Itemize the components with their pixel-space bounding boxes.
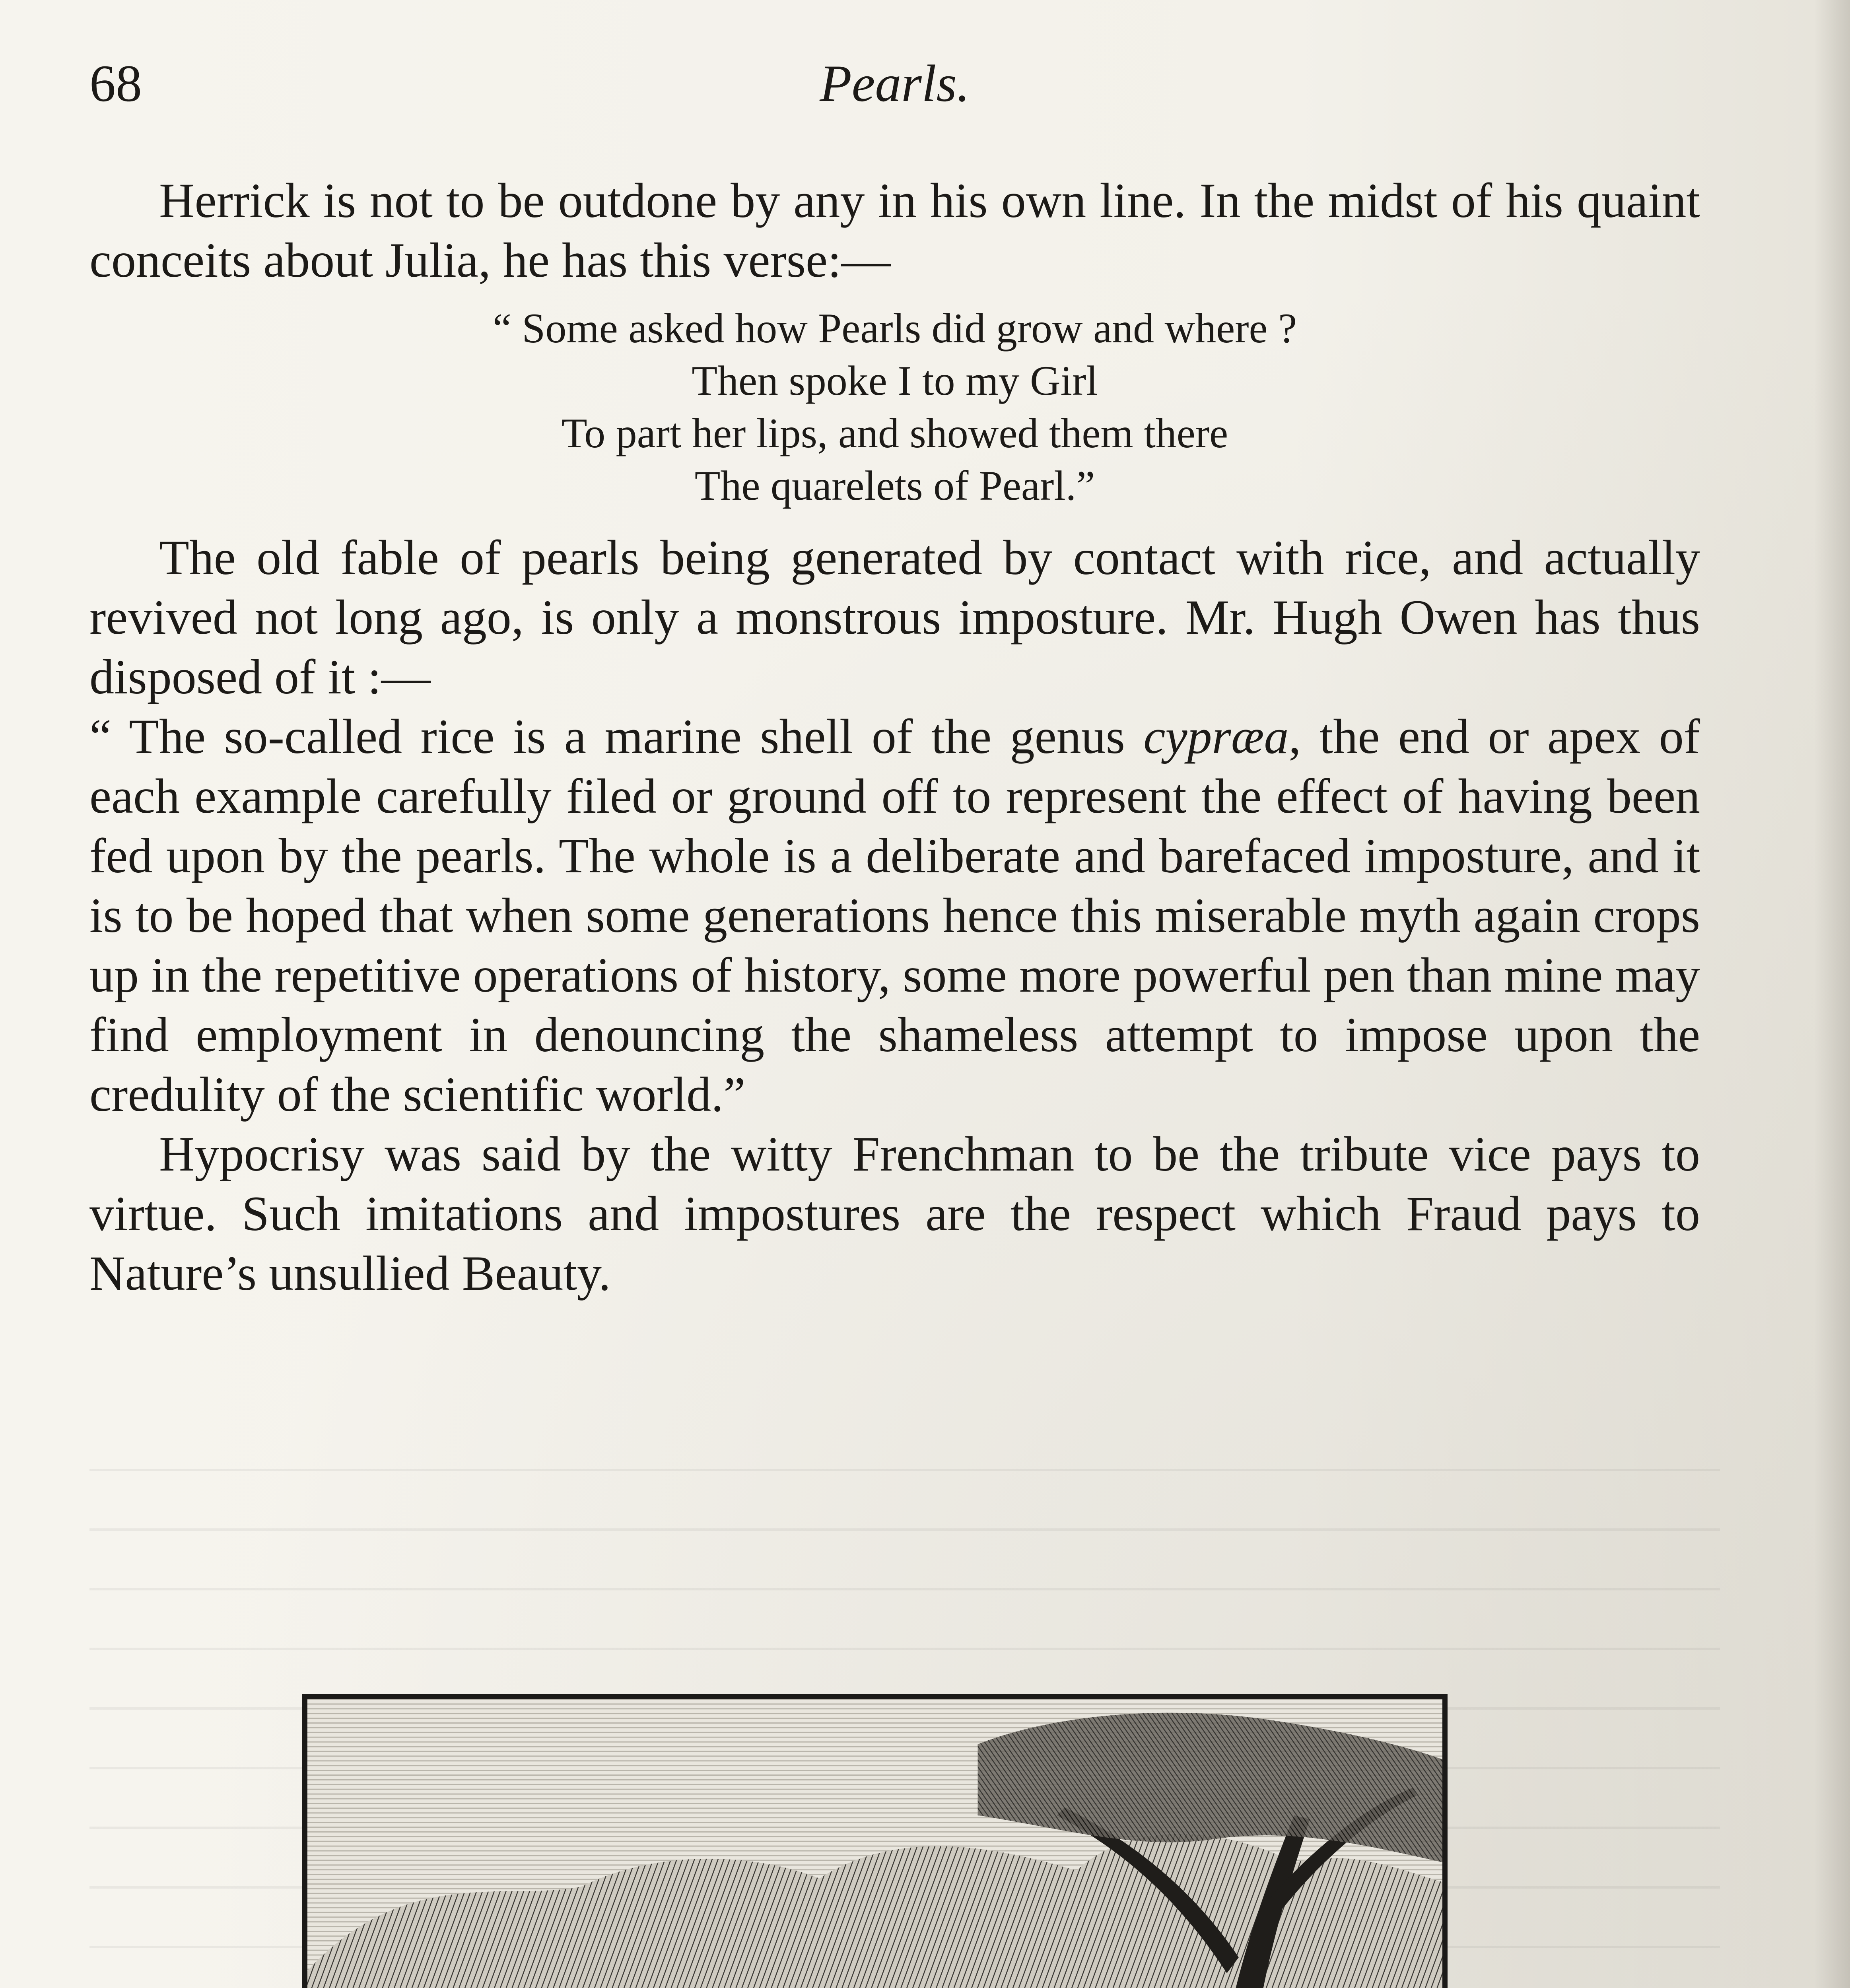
verse-line-2: Then spoke I to my Girl [692,357,1098,404]
quote-text-start: “ The so-called rice is a marine shell of the genus [89,709,1144,764]
running-title: Pearls. [820,54,970,113]
page-header [89,48,1700,119]
genus-name: cypræa [1143,709,1289,764]
herrick-verse [89,302,1700,512]
page-number: 68 [89,54,142,113]
verse-line-3: To part her lips, and showed them there [561,410,1228,456]
paragraph-hypocrisy: Hypocrisy was said by the witty Frenchman to be the tribute vice pays to virtue. Such imitations and impostures are the respect which Fraud pays to Nature’s unsullied Beauty. [89,1127,1700,1301]
page-edge-shadow [1814,0,1850,1988]
engraving-illustration [305,1697,1444,1988]
engraving-river-scene [302,1694,1448,1988]
body-text [89,171,1700,1303]
paragraph-rice-fable: The old fable of pearls being generated by contact with rice, and actually revived not long ago, is only a monstrous imposture. Mr. Hugh Owen has thus disposed of it :— [89,530,1700,704]
verse-line-4: The quarelets of Pearl.” [694,462,1095,509]
verse-line-1: “ Some asked how Pearls did grow and where ? [492,305,1297,351]
quote-text-end: , the end or apex of each example carefully filed or ground off to represent the effect of having been fed upon by the pearls. The whole is a deliberate and barefaced imposture, and it is to be hoped that when some generations hence this miserable myth again crops up in the repetitive operations of history, some more powerful pen than mine may find employment in denouncing the shameless attempt to impose upon the credulity of the scientific world.” [89,709,1700,1122]
paragraph-owen-quote [89,707,1700,1124]
paragraph-herrick: Herrick is not to be outdone by any in his own line. In the midst of his quaint conceits about Julia, he has this verse:— [89,173,1700,287]
